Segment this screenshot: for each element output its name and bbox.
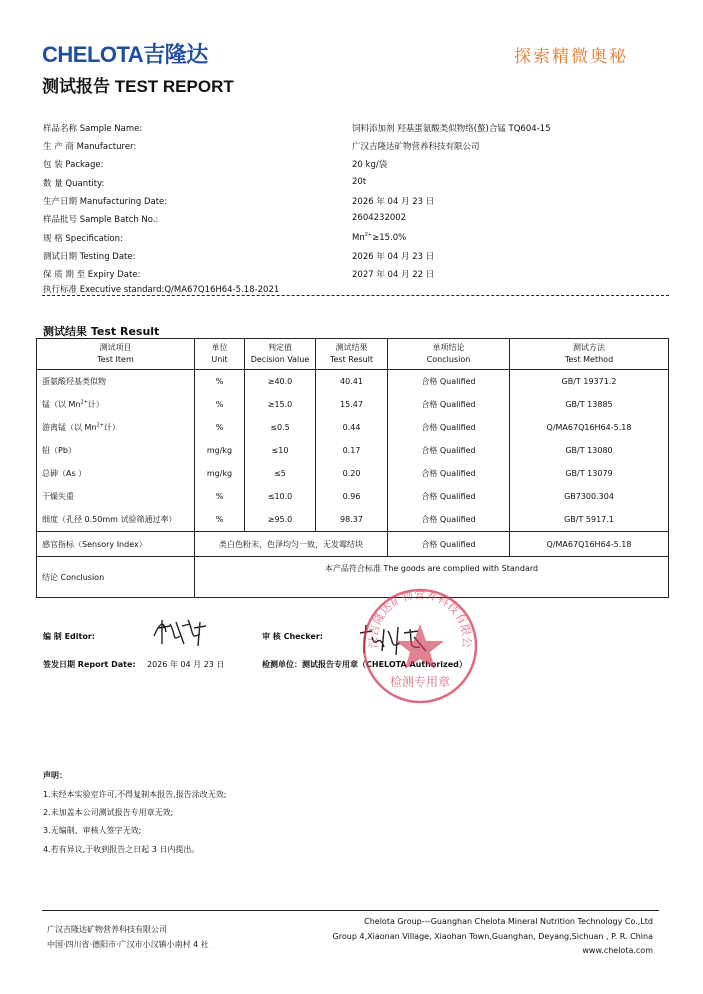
info-value: 2027 年 04 月 22 日: [352, 270, 435, 280]
cell-item: 感官指标（Sensory Index）: [37, 532, 195, 557]
header-conclusion: 单项结论 Conclusion: [388, 339, 510, 370]
page-title: 测试报告 TEST REPORT: [42, 77, 234, 96]
header-test-result: 测试结果 Test Result: [316, 339, 388, 370]
cell-conclusion-label: 结论 Conclusion: [37, 557, 195, 598]
brand-slogan: 探索精微奥秘: [514, 47, 628, 67]
spec-suffix: ≥15.0%: [372, 232, 407, 243]
cell-conclusion: 合格 Qualified: [388, 439, 510, 462]
cell-conclusion: 合格 Qualified: [388, 416, 510, 439]
cell-conclusion: 合格 Qualified: [388, 532, 510, 557]
table-row: [37, 485, 669, 508]
info-label: 包 装 Package:: [43, 160, 104, 170]
table-row-sensory: [37, 532, 669, 557]
info-value: 饲料添加剂 羟基蛋氨酸类似物络(螯)合锰 TQ604-15: [352, 124, 551, 134]
cell-conclusion: 合格 Qualified: [388, 485, 510, 508]
header-test-item: 测试项目 Test Item: [37, 339, 195, 370]
cell-result: 40.41: [316, 370, 388, 394]
cell-unit: %: [195, 416, 245, 439]
editor-signature: [150, 614, 210, 648]
declaration-title: 声明：: [43, 771, 67, 780]
info-value: 2604232002: [352, 213, 407, 223]
item-suffix: 计）: [87, 400, 104, 409]
info-value: 20 kg/袋: [352, 160, 388, 170]
cell-item: 铅（Pb）: [37, 439, 195, 462]
cell-decision: ≤10.0: [245, 485, 316, 508]
footer-divider: [42, 910, 659, 911]
item-text: 锰（以 Mn: [42, 400, 81, 409]
stamp-ring-text: 汉吉隆达矿物营养科技有限公: [366, 587, 474, 649]
item-charge: 2+: [80, 399, 88, 406]
info-label: 生产日期 Manufacturing Date:: [43, 197, 168, 207]
cell-method: Q/MA67Q16H64-5.18: [510, 416, 669, 439]
declaration-item: 4.若有异议,于收到报告之日起 3 日内提出。: [43, 845, 200, 854]
cell-conclusion: 合格 Qualified: [388, 508, 510, 532]
editor-signature-image: [150, 614, 210, 648]
info-value: 2026 年 04 月 23 日: [352, 252, 435, 262]
info-value: 20t: [352, 177, 367, 187]
table-row: [37, 439, 669, 462]
footer-address-cn: 中国·四川省·德阳市·广汉市小汉镇小南村 4 社: [47, 940, 209, 949]
item-charge: 2+: [96, 422, 104, 429]
testing-unit-label: 检测单位：测试报告专用章（CHELOTA Authorized）: [262, 660, 467, 669]
table-row-conclusion: [37, 557, 669, 598]
cell-conclusion: 合格 Qualified: [388, 393, 510, 416]
info-label: 数 量 Quantity:: [43, 179, 105, 189]
official-stamp: [360, 586, 480, 706]
declaration-item: 3.无编制、审核人签字无效;: [43, 826, 142, 835]
cell-method: GB/T 13885: [510, 393, 669, 416]
cell-method: Q/MA67Q16H64-5.18: [510, 532, 669, 557]
info-label: 样品批号 Sample Batch No.:: [43, 215, 159, 225]
cell-conclusion: 合格 Qualified: [388, 462, 510, 485]
cell-unit: %: [195, 485, 245, 508]
cell-item: [37, 393, 195, 416]
cell-result: 0.17: [316, 439, 388, 462]
item-suffix: 计）: [103, 423, 120, 432]
table-row: [37, 393, 669, 416]
header-decision-value: 判定值 Decision Value: [245, 339, 316, 370]
cell-decision: ≥40.0: [245, 370, 316, 394]
table-header-row: [37, 339, 669, 370]
cell-result: 0.96: [316, 485, 388, 508]
cell-item: 干燥失重: [37, 485, 195, 508]
info-label: 保 质 期 至 Expiry Date:: [43, 270, 141, 280]
cell-method: GB/T 19371.2: [510, 370, 669, 394]
cell-item: [37, 416, 195, 439]
info-value: 2026 年 04 月 23 日: [352, 197, 435, 207]
cell-item: 总砷（As ）: [37, 462, 195, 485]
footer-address-en: Group 4,Xiaonan Village, Xiaohan Town,Guanghan, Deyang,Sichuan , P. R. China: [332, 932, 653, 941]
stamp-bottom-text: 检测专用章: [389, 675, 451, 689]
cell-unit: mg/kg: [195, 439, 245, 462]
section-title: 测试结果 Test Result: [43, 325, 160, 338]
table-row: [37, 416, 669, 439]
editor-label: 编 制 Editor:: [43, 632, 95, 641]
cell-result: 0.20: [316, 462, 388, 485]
info-label: 测试日期 Testing Date:: [43, 252, 136, 262]
item-text: 游离锰（以 Mn: [42, 423, 97, 432]
cell-decision: ≤5: [245, 462, 316, 485]
footer-website: www.chelota.com: [582, 946, 653, 955]
cell-unit: %: [195, 508, 245, 532]
cell-result: 0.44: [316, 416, 388, 439]
declaration-item: 1.未经本实验室许可,不得复制本报告,报告涂改无效;: [43, 790, 227, 799]
info-label: 生 产 商 Manufacturer:: [43, 142, 137, 152]
cell-item: 蛋氨酸羟基类似物: [37, 370, 195, 394]
header-unit: 单位 Unit: [195, 339, 245, 370]
table-row: [37, 462, 669, 485]
cell-unit: %: [195, 393, 245, 416]
cell-result: 15.47: [316, 393, 388, 416]
spec-element: Mn: [352, 232, 365, 243]
info-value: 广汉吉隆达矿物营养科技有限公司: [352, 142, 480, 152]
cell-conclusion: 合格 Qualified: [388, 370, 510, 394]
spec-charge: 2+: [364, 232, 373, 238]
cell-conclusion-text: 本产品符合标准 The goods are complied with Standard: [195, 557, 669, 598]
declaration-item: 2.未加盖本公司测试报告专用章无效;: [43, 808, 174, 817]
cell-method: GB7300.304: [510, 485, 669, 508]
test-result-table: [36, 338, 669, 598]
brand-logo: CHELOTA吉隆达: [42, 42, 208, 67]
stamp-image: [360, 586, 480, 706]
cell-method: GB/T 5917.1: [510, 508, 669, 532]
footer-company-en: Chelota Group---Guanghan Chelota Mineral Nutrition Technology Co.,Ltd: [364, 917, 653, 926]
dashed-divider: [42, 295, 669, 296]
header-test-method: 测试方法 Test Method: [510, 339, 669, 370]
info-label: 样品名称 Sample Name:: [43, 124, 143, 134]
cell-method: GB/T 13079: [510, 462, 669, 485]
cell-unit: mg/kg: [195, 462, 245, 485]
info-value: [352, 232, 406, 243]
cell-decision: ≥15.0: [245, 393, 316, 416]
cell-unit: %: [195, 370, 245, 394]
table-row: [37, 370, 669, 394]
cell-item: 细度（孔径 0.50mm 试验筛通过率）: [37, 508, 195, 532]
cell-sensory-desc: 类白色粉末，色泽均匀一致，无发霉结块: [195, 532, 388, 557]
cell-result: 98.37: [316, 508, 388, 532]
report-date-value: 2026 年 04 月 23 日: [147, 660, 225, 669]
table-row: [37, 508, 669, 532]
cell-decision: ≤0.5: [245, 416, 316, 439]
executive-standard: 执行标准 Executive standard:Q/MA67Q16H64-5.18-2021: [43, 285, 280, 295]
cell-decision: ≥95.0: [245, 508, 316, 532]
checker-label: 审 核 Checker:: [262, 632, 323, 641]
cell-decision: ≤10: [245, 439, 316, 462]
info-label: 规 格 Specification:: [43, 234, 123, 244]
cell-method: GB/T 13080: [510, 439, 669, 462]
footer-company-cn: 广汉吉隆达矿物营养科技有限公司: [47, 925, 167, 934]
report-date-label: 签发日期 Report Date:: [43, 660, 136, 669]
